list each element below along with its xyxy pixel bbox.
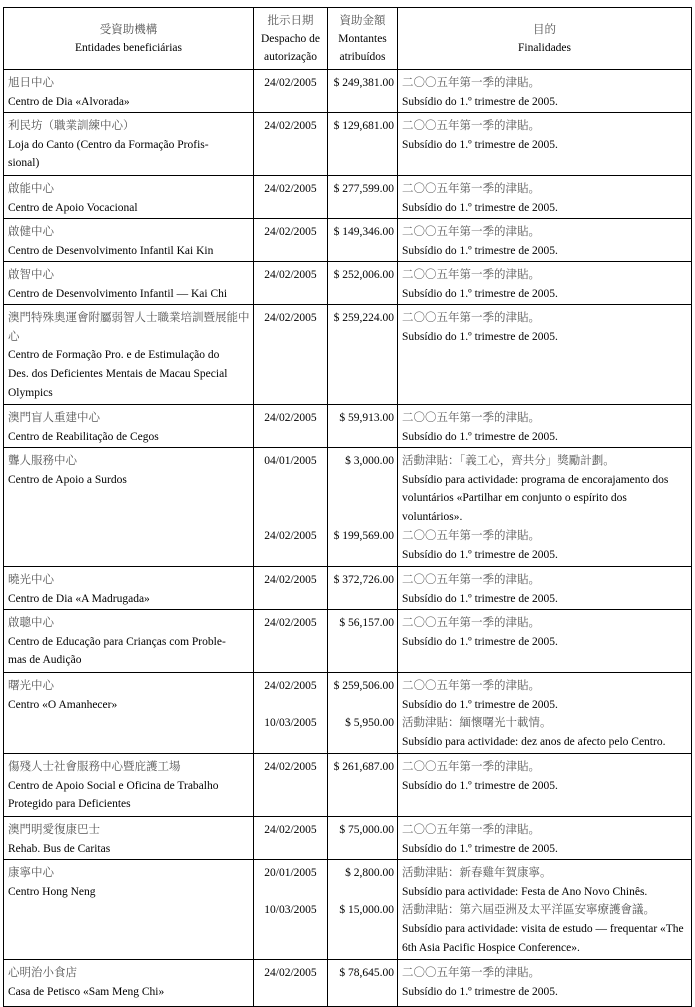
entity-name-zh: 澳門明愛復康巴士 (8, 824, 100, 836)
entity-name-zh: 旭日中心 (8, 77, 54, 89)
date-cell (254, 754, 328, 817)
purpose-cell (398, 860, 692, 960)
date-cell (254, 860, 328, 960)
purpose-zh: 二〇〇五年第一季的津貼。 (402, 967, 540, 979)
amount-cell (328, 176, 398, 219)
entity-name-zh: 澳門特殊奧運會附屬弱智人士職業培訓暨展能中心 (8, 312, 250, 343)
purpose-block (402, 74, 688, 111)
entity-name-pt: Centro de Formação Pro. e de Estimulação do (8, 349, 220, 362)
entity-cell (4, 860, 254, 960)
entity-cell (4, 262, 254, 305)
purpose-cell (398, 70, 692, 113)
grant-date: 10/03/2005 (264, 717, 317, 730)
entity-name-pt: Olympics (8, 386, 53, 399)
date-cell (254, 817, 328, 860)
entity-name-pt: Centro de Reabilitação de Cegos (8, 430, 159, 443)
header-date-zh: 批示日期 (267, 14, 314, 27)
grant-date: 24/02/2005 (264, 824, 317, 836)
purpose-pt: Subsídio para actividade: programa de encorajamento dos voluntários «Partilhar em conjunto o espírito dos voluntários». (402, 473, 669, 524)
purpose-pt: Subsídio do 1.º trimestre de 2005. (402, 287, 558, 300)
entity-name-pt: Centro de Apoio a Surdos (8, 473, 127, 486)
header-date-pt2: autorização (264, 50, 317, 63)
header-purpose-zh: 目的 (533, 23, 556, 36)
amount-cell (328, 960, 398, 1007)
purpose-cell (398, 673, 692, 754)
date-cell (254, 70, 328, 113)
entity-cell (4, 405, 254, 448)
date-cell (254, 960, 328, 1007)
grant-amount: $ 199,569.00 (333, 529, 394, 542)
grant-amount: $ 249,381.00 (333, 77, 394, 89)
header-amount-pt1: Montantes (338, 32, 387, 45)
entity-name-pt: Centro de Apoio Vocacional (8, 201, 138, 214)
date-cell (254, 305, 328, 405)
entity-name-pt: Rehab. Bus de Caritas (8, 842, 111, 855)
entity-name-pt: Centro «O Amanhecer» (8, 698, 118, 711)
grant-amount: $ 75,000.00 (339, 824, 394, 836)
purpose-pt: Subsídio do 1.º trimestre de 2005. (402, 698, 558, 711)
entity-name-zh: 澳門盲人重建中心 (8, 412, 100, 424)
table-row (4, 176, 692, 219)
grant-date: 04/01/2005 (264, 455, 317, 467)
purpose-zh: 二〇〇五年第一季的津貼。 (402, 312, 540, 324)
date-cell (254, 567, 328, 610)
purpose-pt: Subsídio do 1.º trimestre de 2005. (402, 201, 558, 214)
grant-date: 24/02/2005 (264, 680, 317, 692)
grant-date: 24/02/2005 (264, 226, 317, 238)
grant-date: 24/02/2005 (264, 412, 317, 424)
entity-name-pt: Centro de Dia «A Madrugada» (8, 592, 150, 605)
purpose-cell (398, 754, 692, 817)
purpose-zh: 二〇〇五年第一季的津貼。 (402, 617, 540, 629)
grant-date: 24/02/2005 (264, 120, 317, 132)
entity-cell (4, 673, 254, 754)
purpose-pt: Subsídio do 1.º trimestre de 2005. (402, 592, 558, 605)
entity-cell (4, 113, 254, 176)
purpose-zh: 二〇〇五年第一季的津貼。 (402, 226, 540, 238)
purpose-block (402, 452, 688, 527)
purpose-zh: 活動津貼：緬懷曙光十載情。 (402, 717, 552, 730)
purpose-zh: 二〇〇五年第一季的津貼。 (402, 269, 540, 281)
table-row (4, 860, 692, 960)
entity-cell (4, 176, 254, 219)
grant-date: 24/02/2005 (264, 617, 317, 629)
purpose-cell (398, 817, 692, 860)
grant-amount: $ 277,599.00 (333, 183, 394, 195)
entity-name-pt: Des. dos Deficientes Mentais de Macau Special (8, 368, 228, 381)
table-row (4, 113, 692, 176)
entity-name-zh: 曙光中心 (8, 680, 54, 692)
entity-name-pt: Centro de Dia «Alvorada» (8, 95, 130, 108)
entity-name-zh: 曉光中心 (8, 574, 54, 586)
purpose-zh: 二〇〇五年第一季的津貼。 (402, 183, 540, 195)
entity-name-zh: 傷殘人士社會服務中心暨庇護工場 (8, 761, 181, 773)
grant-amount: $ 3,000.00 (345, 455, 394, 467)
purpose-zh: 活動津貼：「義工心，齊共分」獎勵計劃。 (402, 455, 615, 467)
grant-date: 10/03/2005 (264, 904, 317, 917)
entity-cell (4, 219, 254, 262)
entity-cell (4, 754, 254, 817)
amount-cell (328, 754, 398, 817)
purpose-zh: 二〇〇五年第一季的津貼。 (402, 77, 540, 89)
amount-cell (328, 405, 398, 448)
purpose-pt: Subsídio para actividade: Festa de Ano Novo Chinês. (402, 885, 648, 898)
purpose-pt: Subsídio para actividade: visita de estudo — frequentar «The 6th Asia Pacific Hospice Conference». (402, 923, 684, 954)
purpose-zh: 二〇〇五年第一季的津貼。 (402, 574, 540, 586)
grant-amount: $ 372,726.00 (333, 574, 394, 586)
purpose-pt: Subsídio do 1.º trimestre de 2005. (402, 138, 558, 151)
entity-name-zh: 利民坊（職業訓練中心） (8, 120, 135, 132)
grant-amount: $ 56,157.00 (339, 617, 394, 629)
purpose-cell (398, 305, 692, 405)
grant-amount: $ 259,224.00 (333, 312, 394, 324)
purpose-pt: Subsídio do 1.º trimestre de 2005. (402, 779, 558, 792)
grant-amount: $ 5,950.00 (345, 717, 394, 730)
date-cell (254, 610, 328, 673)
amount-cell (328, 817, 398, 860)
table-row (4, 754, 692, 817)
entity-name-pt: sional) (8, 157, 40, 170)
grant-amount: $ 2,800.00 (345, 867, 394, 879)
entity-cell (4, 960, 254, 1007)
entity-name-pt: Centro Hong Neng (8, 885, 96, 898)
grant-amount: $ 59,913.00 (339, 412, 394, 424)
purpose-zh: 二〇〇五年第一季的津貼。 (402, 680, 540, 692)
entity-cell (4, 817, 254, 860)
amount-cell (328, 219, 398, 262)
table-row (4, 305, 692, 405)
grant-date: 24/02/2005 (264, 574, 317, 586)
header-date-pt1: Despacho de (260, 32, 321, 45)
date-cell (254, 262, 328, 305)
purpose-zh: 活動津貼：第六屆亞洲及太平洋區安寧療護會議。 (402, 904, 655, 917)
subsidy-table (3, 7, 692, 1007)
purpose-cell (398, 610, 692, 673)
purpose-block (402, 714, 688, 751)
purpose-block (402, 571, 688, 608)
date-cell (254, 673, 328, 754)
purpose-cell (398, 262, 692, 305)
purpose-block (402, 527, 688, 564)
purpose-cell (398, 960, 692, 1007)
entity-name-pt: Protegido para Deficientes (8, 798, 131, 811)
grant-date: 24/02/2005 (264, 269, 317, 281)
purpose-cell (398, 567, 692, 610)
amount-cell (328, 305, 398, 405)
entity-cell (4, 448, 254, 567)
grant-amount: $ 261,687.00 (333, 761, 394, 773)
date-cell (254, 176, 328, 219)
purpose-block (402, 266, 688, 303)
purpose-pt: Subsídio do 1.º trimestre de 2005. (402, 985, 558, 998)
amount-cell (328, 113, 398, 176)
table-row (4, 610, 692, 673)
table-row (4, 567, 692, 610)
entity-name-pt: Loja do Canto (Centro da Formação Profis- (8, 138, 209, 151)
purpose-pt: Subsídio do 1.º trimestre de 2005. (402, 842, 558, 855)
table-row (4, 262, 692, 305)
entity-name-pt: Centro de Educação para Crianças com Proble- (8, 635, 226, 648)
purpose-zh: 二〇〇五年第一季的津貼。 (402, 529, 540, 542)
purpose-block (402, 964, 688, 1001)
grant-date: 24/02/2005 (264, 77, 317, 89)
date-cell (254, 405, 328, 448)
purpose-pt: Subsídio do 1.º trimestre de 2005. (402, 548, 558, 561)
header-purpose-pt: Finalidades (517, 41, 572, 54)
grant-amount: $ 149,346.00 (333, 226, 394, 238)
purpose-block (402, 901, 688, 957)
grant-date: 24/02/2005 (264, 312, 317, 324)
amount-cell (328, 610, 398, 673)
grant-date: 24/02/2005 (264, 761, 317, 773)
purpose-block (402, 223, 688, 260)
purpose-cell (398, 405, 692, 448)
entity-name-zh: 心明治小食店 (8, 967, 77, 979)
header-entities-zh: 受資助機構 (99, 23, 158, 36)
purpose-zh: 二〇〇五年第一季的津貼。 (402, 761, 540, 773)
purpose-block (402, 409, 688, 446)
grant-date: 24/02/2005 (264, 183, 317, 195)
grant-amount: $ 259,506.00 (333, 680, 394, 692)
entity-cell (4, 567, 254, 610)
purpose-zh: 活動津貼：新春雞年賀康寧。 (402, 867, 552, 879)
entity-name-zh: 啟健中心 (8, 226, 54, 238)
grant-amount: $ 78,645.00 (339, 967, 394, 979)
amount-cell (328, 448, 398, 567)
table-row (4, 817, 692, 860)
amount-cell (328, 262, 398, 305)
table-row (4, 219, 692, 262)
purpose-block (402, 180, 688, 217)
purpose-pt: Subsídio do 1.º trimestre de 2005. (402, 95, 558, 108)
grant-date: 24/02/2005 (264, 967, 317, 979)
header-row (4, 8, 692, 70)
purpose-cell (398, 176, 692, 219)
entity-name-pt: Centro de Desenvolvimento Infantil Kai Kin (8, 244, 214, 257)
grant-amount: $ 129,681.00 (333, 120, 394, 132)
purpose-block (402, 677, 688, 714)
purpose-pt: Subsídio para actividade: dez anos de afecto pelo Centro. (402, 736, 666, 749)
entity-name-pt: Casa de Petisco «Sam Meng Chi» (8, 985, 165, 998)
header-amount-pt2: atribuídos (339, 50, 386, 63)
date-cell (254, 448, 328, 567)
entity-name-pt: Centro de Apoio Social e Oficina de Trabalho (8, 779, 219, 792)
table-row (4, 405, 692, 448)
grant-amount: $ 252,006.00 (333, 269, 394, 281)
grant-date: 24/02/2005 (264, 529, 317, 542)
table-row (4, 448, 692, 567)
entity-name-zh: 啟聰中心 (8, 617, 54, 629)
purpose-pt: Subsídio do 1.º trimestre de 2005. (402, 244, 558, 257)
amount-cell (328, 673, 398, 754)
header-entities-pt: Entidades beneficiárias (75, 41, 182, 54)
header-purpose (398, 8, 692, 70)
entity-name-zh: 啟智中心 (8, 269, 54, 281)
purpose-cell (398, 448, 692, 567)
amount-cell (328, 860, 398, 960)
table-row (4, 673, 692, 754)
purpose-pt: Subsídio do 1.º trimestre de 2005. (402, 635, 558, 648)
entity-name-zh: 啟能中心 (8, 183, 54, 195)
amount-cell (328, 567, 398, 610)
date-cell (254, 219, 328, 262)
entity-name-zh: 康寧中心 (8, 867, 54, 879)
purpose-block (402, 821, 688, 858)
purpose-zh: 二〇〇五年第一季的津貼。 (402, 824, 540, 836)
purpose-block (402, 864, 688, 901)
entity-name-pt: Centro de Desenvolvimento Infantil — Kai Chi (8, 287, 228, 300)
purpose-zh: 二〇〇五年第一季的津貼。 (402, 412, 540, 424)
grant-date: 20/01/2005 (264, 867, 317, 879)
purpose-pt: Subsídio do 1.º trimestre de 2005. (402, 430, 558, 443)
purpose-block (402, 614, 688, 651)
entity-name-zh: 聾人服務中心 (8, 455, 77, 467)
header-amount-zh: 資助金額 (339, 14, 386, 27)
entity-cell (4, 305, 254, 405)
entity-cell (4, 70, 254, 113)
purpose-pt: Subsídio do 1.º trimestre de 2005. (402, 330, 558, 343)
purpose-zh: 二〇〇五年第一季的津貼。 (402, 120, 540, 132)
amount-cell (328, 70, 398, 113)
purpose-block (402, 758, 688, 795)
entity-cell (4, 610, 254, 673)
header-date (254, 8, 328, 70)
table-body (4, 70, 692, 1007)
purpose-block (402, 309, 688, 346)
purpose-cell (398, 113, 692, 176)
table-row (4, 70, 692, 113)
grant-amount: $ 15,000.00 (339, 904, 394, 917)
purpose-block (402, 117, 688, 154)
header-amount (328, 8, 398, 70)
purpose-cell (398, 219, 692, 262)
entity-name-pt: mas de Audição (8, 654, 82, 667)
header-entities (4, 8, 254, 70)
table-row (4, 960, 692, 1007)
date-cell (254, 113, 328, 176)
